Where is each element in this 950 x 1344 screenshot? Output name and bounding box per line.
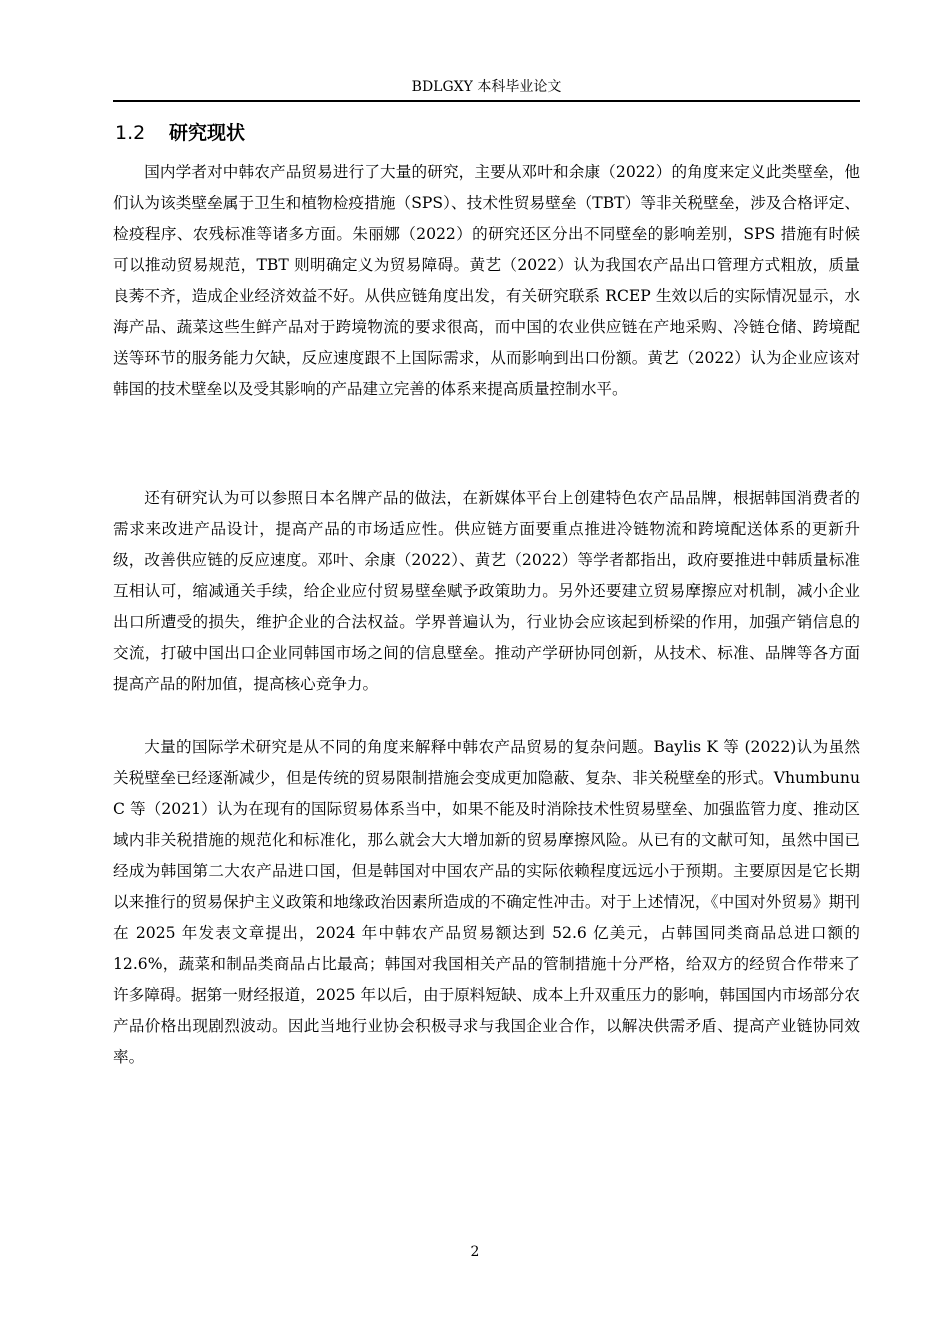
page-number: 2 bbox=[470, 1244, 480, 1260]
body-paragraph-2: 还有研究认为可以参照日本名牌产品的做法，在新媒体平台上创建特色农产品品牌，根据韩国消费者的需求来改进产品设计，提高产品的市场适应性。供应链方面要重点推进冷链物流和跨境配送体系的更新升级，改善供应链的反应速度。邓叶、余康（2022）、黄艺（2022）等学者都指出，政府要推进中韩质量标准互相认可，缩减通关手续，给企业应付贸易壁垒赋予政策助力。另外还要建立贸易摩擦应对机制，减小企业出口所遭受的损失，维护企业的合法权益。学界普遍认为，行业协会应该起到桥梁的作用，加强产销信息的交流，打破中国出口企业同韩国市场之间的信息壁垒。推动产学研协同创新，从技术、标准、品牌等各方面提高产品的附加值，提高核心竞争力。 bbox=[113, 489, 860, 693]
body-paragraph-1: 国内学者对中韩农产品贸易进行了大量的研究，主要从邓叶和余康（2022）的角度来定义此类壁垒，他们认为该类壁垒属于卫生和植物检疫措施（SPS）、技术性贸易壁垒（TBT）等非关税壁垒，涉及合格评定、检疫程序、农残标准等诸多方面。朱丽娜（2022）的研究还区分出不同壁垒的影响差别，SPS 措施有时候可以推动贸易规范，TBT 则明确定义为贸易障碍。黄艺（2022）认为我国农产品出口管理方式粗放，质量良莠不齐，造成企业经济效益不好。从供应链角度出发，有关研究联系 RCEP 生效以后的实际情况显示，水海产品、蔬菜这些生鲜产品对于跨境物流的要求很高，而中国的农业供应链在产地采购、冷链仓储、跨境配送等环节的服务能力欠缺，反应速度跟不上国际需求，从而影响到出口份额。黄艺（2022）认为企业应该对韩国的技术壁垒以及受其影响的产品建立完善的体系来提高质量控制水平。 bbox=[113, 163, 860, 398]
body-paragraph-3: 大量的国际学术研究是从不同的角度来解释中韩农产品贸易的复杂问题。Baylis K 等 (2022)认为虽然关税壁垒已经逐渐减少，但是传统的贸易限制措施会变成更加隐蔽、复杂、非关税壁垒的形式。Vhumbunu C 等（2021）认为在现有的国际贸易体系当中，如果不能及时消除技术性贸易壁垒、加强监管力度、推动区域内非关税措施的规范化和标准化，那么就会大大增加新的贸易摩擦风险。从已有的文献可知，虽然中国已经成为韩国第二大农产品进口国，但是韩国对中国农产品的实际依赖程度远远小于预期。主要原因是它长期以来推行的贸易保护主义政策和地缘政治因素所造成的不确定性冲击。对于上述情况，《中国对外贸易》期刊在 2025 年发表文章提出，2024 年中韩农产品贸易额达到 52.6 亿美元，占韩国同类商品总进口额的 12.6%，蔬菜和制品类商品占比最高；韩国对我国相关产品的管制措施十分严格，给双方的经贸合作带来了许多障碍。据第一财经报道，2025 年以后，由于原料短缺、成本上升双重压力的影响，韩国国内市场部分农产品价格出现剧烈波动。因此当地行业协会积极寻求与我国企业合作，以解决供需矛盾、提高产业链协同效率。 bbox=[113, 738, 860, 1066]
section-heading bbox=[115, 121, 245, 145]
page-header bbox=[113, 78, 860, 96]
header-title: BDLGXY 本科毕业论文 bbox=[411, 79, 562, 95]
section-title: 研究现状 bbox=[169, 122, 246, 144]
section-number: 1.2 bbox=[115, 122, 146, 144]
header-rule bbox=[113, 100, 860, 102]
